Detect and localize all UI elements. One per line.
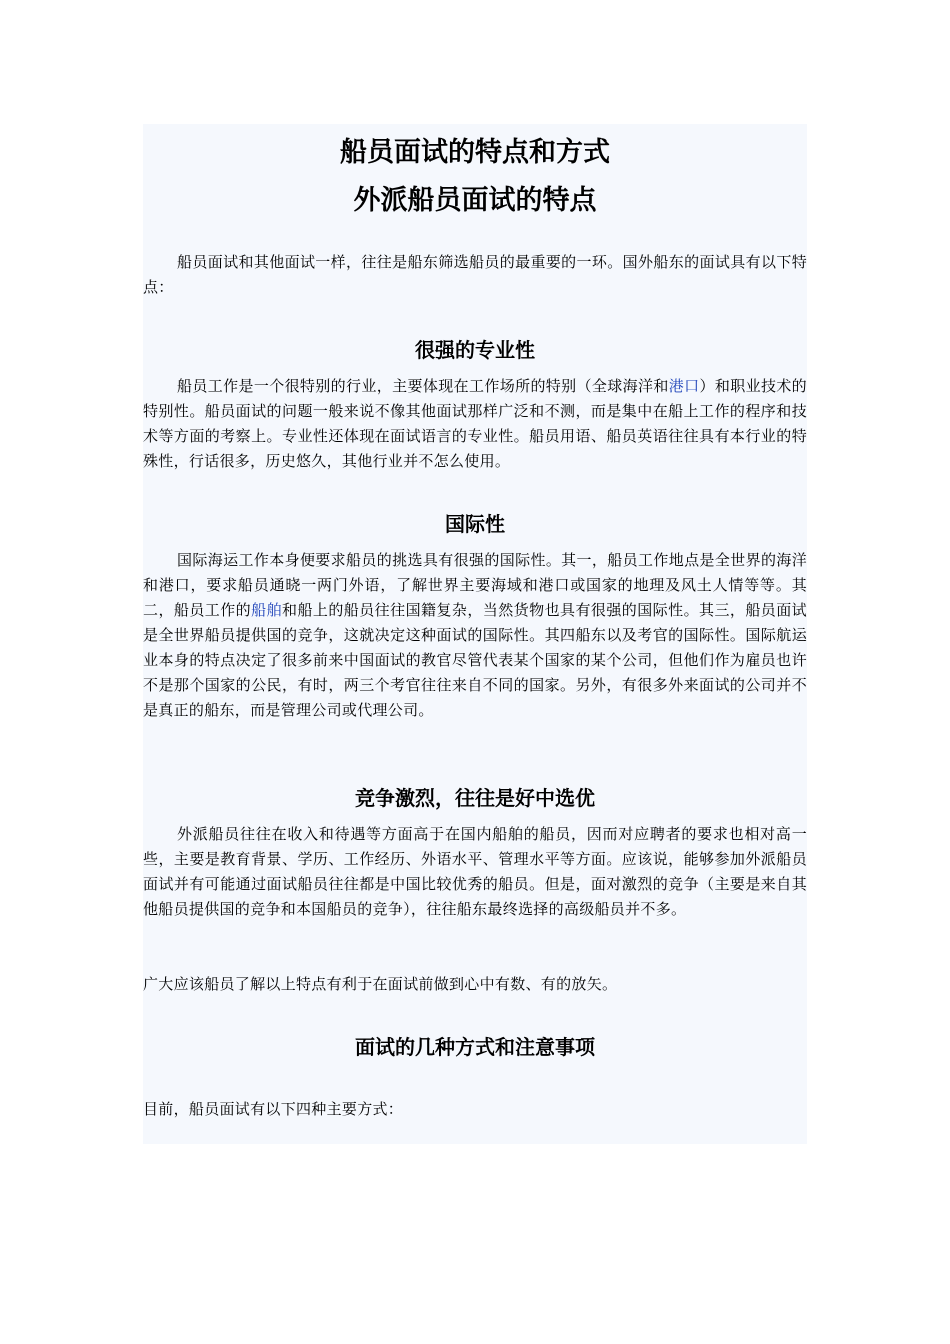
ship-link[interactable]: 船舶 [251, 601, 283, 619]
methods-intro-paragraph: 目前，船员面试有以下四种主要方式： [143, 1100, 404, 1118]
section-heading-methods: 面试的几种方式和注意事项 [355, 1035, 595, 1059]
paragraph-text: 国际海运工作本身便要求船员的挑选具有很强的国际性。其一，船员工作地点是全世界的海洋和港口，要求船员通晓一两门外语，了解世界主要海域和港口或国家的地理及风土人情等等。其二，船员工作的 [143, 551, 807, 619]
port-link[interactable]: 港口 [668, 377, 700, 395]
paragraph-text: ）和职业技术的特别性。船员面试的问题一般来说不像其他面试那样广泛和不测，而是集中在船上工作的程序和技术等方面的考察上。专业性还体现在面试语言的专业性。船员用语、船员英语往往具有本行业的特殊性，行话很多，历史悠久，其他行业并不怎么使用。 [143, 377, 807, 470]
intro-paragraph: 船员面试和其他面试一样，往往是船东筛选船员的最重要的一环。国外船东的面试具有以下特点： [143, 253, 807, 296]
section-paragraph-competition: 外派船员往往在收入和待遇等方面高于在国内船舶的船员，因而对应聘者的要求也相对高一些，主要是教育背景、学历、工作经历、外语水平、管理水平等方面。应该说，能够参加外派船员面试并有可能通过面试船员往往都是中国比较优秀的船员。但是，面对激烈的竞争（主要是来自其他船员提供国的竞争和本国船员的竞争），往往船东最终选择的高级船员并不多。 [143, 825, 807, 918]
section-paragraph-professional [143, 374, 807, 474]
section-heading-competition: 竞争激烈，往往是好中选优 [355, 786, 595, 810]
paragraph-text: 船员工作是一个很特别的行业，主要体现在工作场所的特别（全球海洋和 [177, 377, 669, 395]
section-heading-professional: 很强的专业性 [415, 338, 535, 362]
section-paragraph-international [143, 548, 807, 723]
paragraph-text: 和船上的船员往往国籍复杂，当然货物也具有很强的国际性。其三，船员面试是全世界船员提供国的竞争，这就决定这种面试的国际性。其四船东以及考官的国际性。国际航运业本身的特点决定了很多前来中国面试的教官尽管代表某个国家的某个公司，但他们作为雇员也许不是那个国家的公民，有时，两三个考官往往来自不同的国家。另外，有很多外来面试的公司并不是真正的船东，而是管理公司或代理公司。 [143, 601, 807, 719]
document-page [143, 124, 807, 1144]
section-heading-international: 国际性 [445, 512, 505, 536]
closing-paragraph: 广大应该船员了解以上特点有利于在面试前做到心中有数、有的放矢。 [143, 975, 618, 993]
document-subtitle: 外派船员面试的特点 [353, 185, 597, 216]
document-title: 船员面试的特点和方式 [340, 137, 610, 168]
